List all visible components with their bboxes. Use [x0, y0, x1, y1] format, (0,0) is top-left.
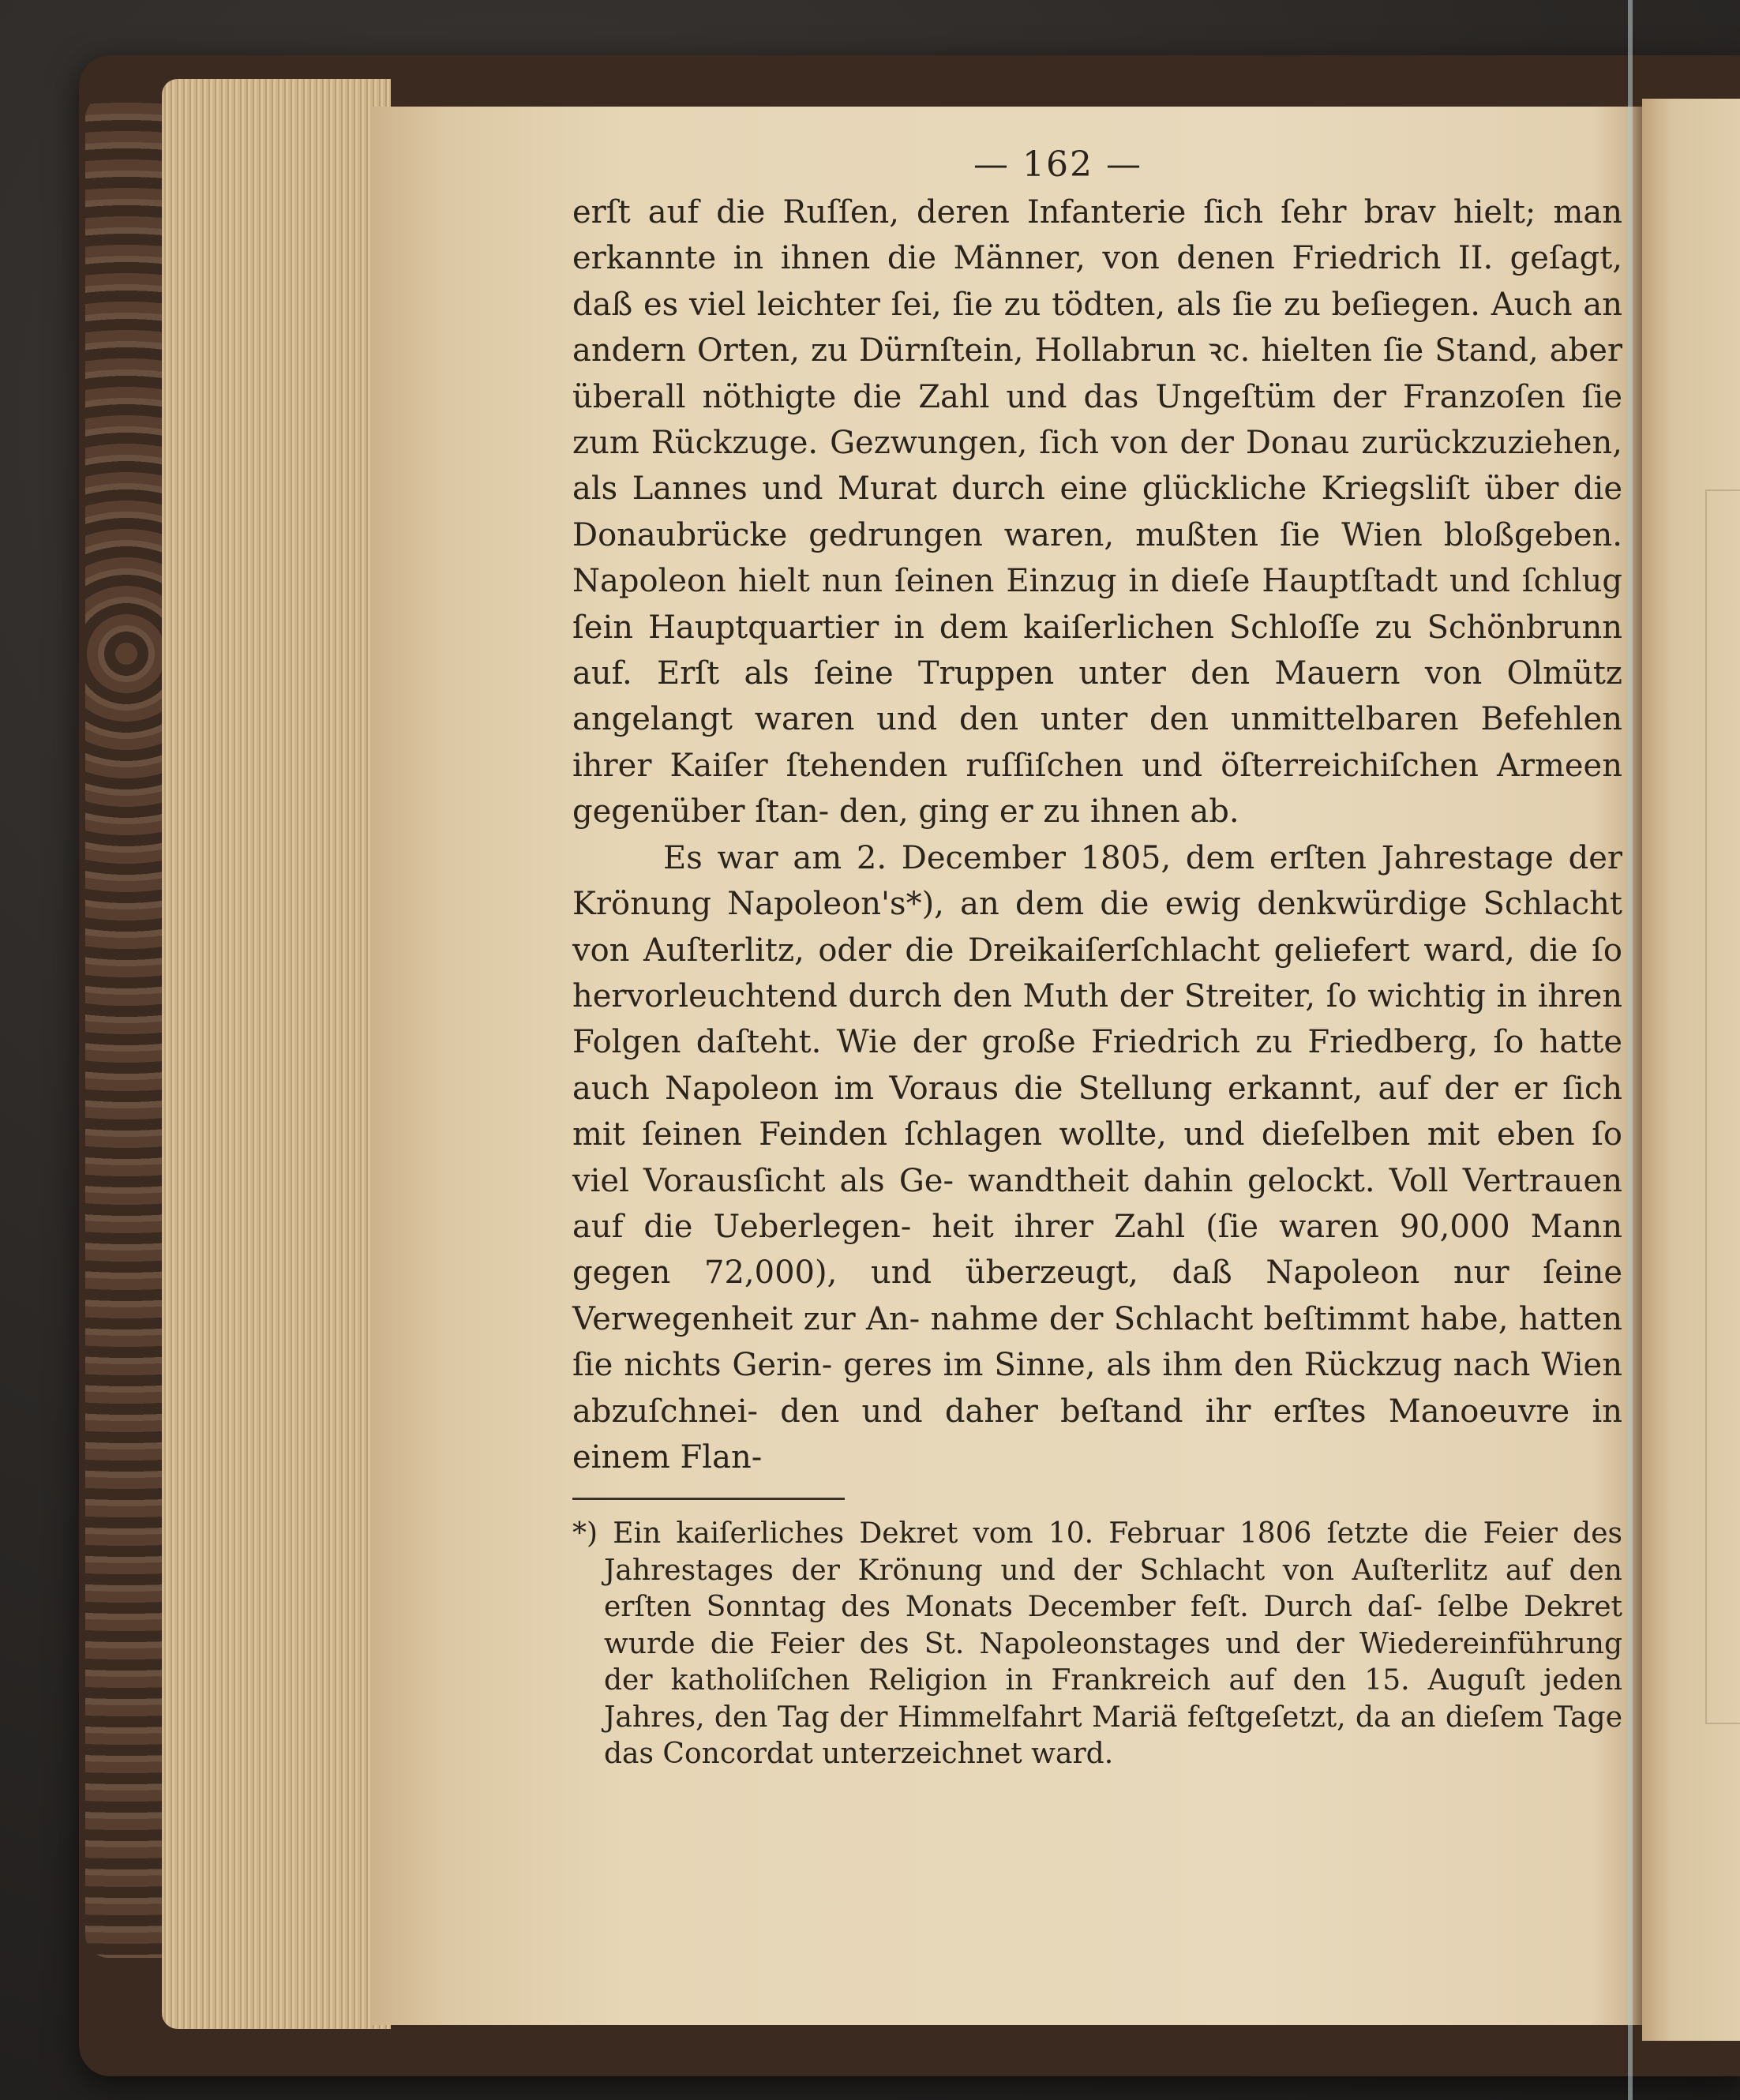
page-text-block	[572, 141, 1622, 1773]
page-body	[572, 189, 1622, 1480]
page-block-edge	[162, 79, 391, 2029]
footnote-rule	[572, 1498, 845, 1500]
page-number: — 162 —	[973, 144, 1142, 185]
paragraph-1: erſt auf die Ruſſen, deren Infanterie ſich ſehr brav hielt; man erkannte in ihnen die Männer, von denen Friedrich II. geſagt, daß es viel leichter ſei, ſie zu tödten, als ſie zu beſiegen. Auch an andern Orten, zu Dürnſtein, Hollabrun ꝛc. hielten ſie Stand, aber überall nöthigte die Zahl und das Ungeſtüm der Franzoſen ſie zum Rückzuge. Gezwungen, ſich von der Donau zurückzuziehen, als Lannes und Murat durch eine glückliche Kriegsliſt über die Donaubrücke gedrungen waren, mußten ſie Wien bloßgeben. Napoleon hielt nun ſeinen Einzug in dieſe Hauptſtadt und ſchlug ſein Hauptquartier in dem kaiſerlichen Schloſſe zu Schönbrunn auf. Erſt als ſeine Truppen unter den Mauern von Olmütz angelangt waren und den unter den unmittelbaren Befehlen ihrer Kaiſer ſtehenden ruſſiſchen und öſterreichiſchen Armeen gegenüber ſtan- den, ging er zu ihnen ab.	[572, 194, 1622, 831]
glass-plate-edge	[1628, 0, 1633, 2100]
footnote: *) Ein kaiſerliches Dekret vom 10. Februar 1806 ſetzte die Feier des Jahrestages der Krönung und der Schlacht von Auſterlitz auf den erſten Sonntag des Monats December feſt. Durch daſ- ſelbe Dekret wurde die Feier des St. Napoleonstages und der Wiedereinführung der katholiſchen Religion in Frankreich auf den 15. Auguſt jeden Jahres, den Tag der Himmelfahrt Mariä feſtgeſetzt, da an dieſem Tage das Concordat unterzeichnet ward.	[572, 1517, 1622, 1771]
facing-page-ornament	[1705, 489, 1740, 1724]
paragraph-2: Es war am 2. December 1805, dem erſten Jahrestage der Krönung Napoleon's*), an dem die ewig denkwürdige Schlacht von Auſterlitz, oder die Dreikaiſerſchlacht geliefert ward, die ſo hervorleuchtend durch den Muth der Streiter, ſo wichtig in ihren Folgen daſteht. Wie der große Friedrich zu Friedberg, ſo hatte auch Napoleon im Voraus die Stellung erkannt, auf der er ſich mit ſeinen Feinden ſchlagen wollte, und dieſelben mit eben ſo viel Vorausſicht als Ge- wandtheit dahin gelockt. Voll Vertrauen auf die Ueberlegen- heit ihrer Zahl (ſie waren 90,000 Mann gegen 72,000), und überzeugt, daß Napoleon nur ſeine Verwegenheit zur An- nahme der Schlacht beſtimmt habe, hatten ſie nichts Gerin- geres im Sinne, als ihm den Rückzug nach Wien abzuſchnei- den und daher beſtand ihr erſtes Manoeuvre in einem Flan-	[572, 839, 1622, 1476]
